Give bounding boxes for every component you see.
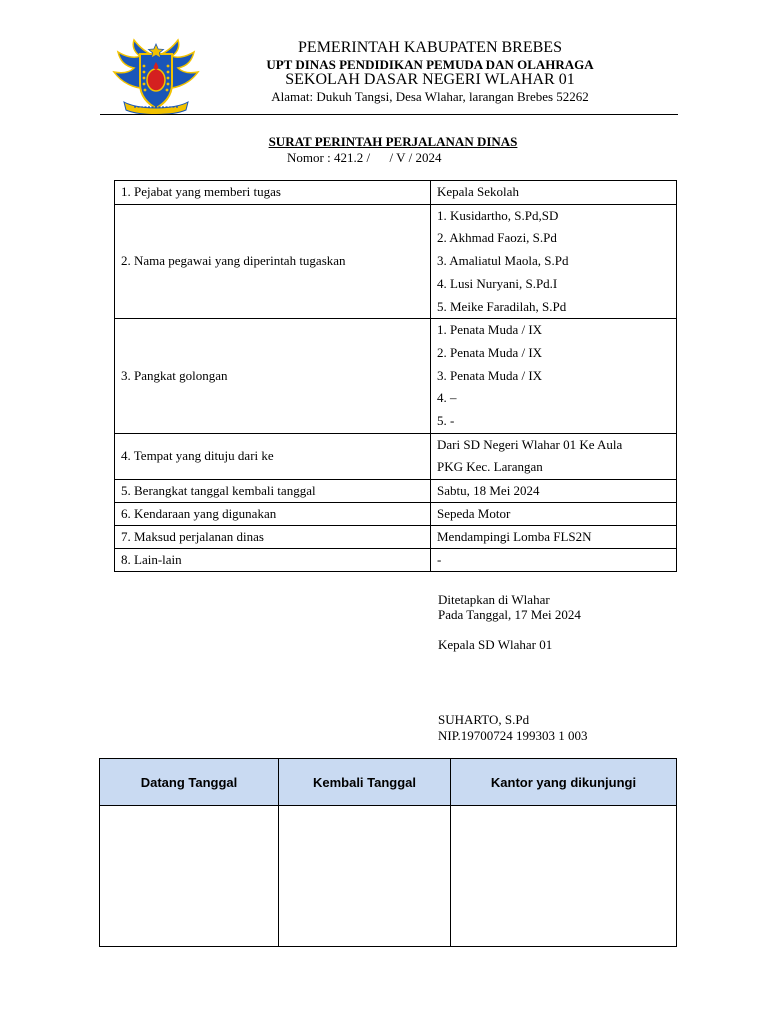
row-label: 8. Lain-lain xyxy=(115,549,431,572)
row-value xyxy=(431,433,677,479)
value-line: Kepala Sekolah xyxy=(437,184,519,199)
employee-name: 4. Lusi Nuryani, S.Pd.I xyxy=(437,275,558,291)
employee-name: 5. Meike Faradilah, S.Pd xyxy=(437,298,567,314)
letterhead-agency: UPT DINAS PENDIDIKAN PEMUDA DAN OLAHRAGA xyxy=(266,57,594,72)
rank-line: 3. Penata Muda / IX xyxy=(437,367,543,383)
letterhead-address: Alamat: Dukuh Tangsi, Desa Wlahar, larangan Brebes 52262 xyxy=(271,89,589,104)
brebes-regency-emblem xyxy=(110,36,202,116)
emblem-red-bulb xyxy=(147,69,165,91)
table-row xyxy=(115,319,677,434)
letterhead-school: SEKOLAH DASAR NEGERI WLAHAR 01 xyxy=(285,71,575,88)
value-line: Dari SD Negeri Wlahar 01 Ke Aula xyxy=(437,436,623,452)
header-arrival-date: Datang Tanggal xyxy=(100,759,279,806)
signatory-nip: NIP.19700724 199303 1 003 xyxy=(438,728,588,743)
row-value xyxy=(431,319,677,434)
return-date-cell xyxy=(279,806,451,947)
value-line: PKG Kec. Larangan xyxy=(437,459,543,475)
employee-name: 1. Kusidartho, S.Pd,SD xyxy=(437,207,559,223)
letterhead-divider xyxy=(100,114,678,115)
table-row xyxy=(115,526,677,549)
assignment-table xyxy=(114,180,677,572)
signatory-name: SUHARTO, S.Pd xyxy=(438,712,530,727)
document-title: SURAT PERINTAH PERJALANAN DINAS xyxy=(268,134,518,149)
arrival-date-cell xyxy=(100,806,279,947)
row-value: Sepeda Motor xyxy=(431,503,677,526)
row-value xyxy=(431,204,677,319)
table-row xyxy=(115,433,677,479)
rank-line: 2. Penata Muda / IX xyxy=(437,344,543,360)
table-row xyxy=(115,480,677,503)
table-row xyxy=(115,181,677,205)
row-label: 1. Pejabat yang memberi tugas xyxy=(115,181,431,205)
rank-line: 1. Penata Muda / IX xyxy=(437,322,543,338)
rank-line: 4. – xyxy=(437,390,457,406)
signature-place: Ditetapkan di Wlahar xyxy=(438,592,550,607)
row-label: 3. Pangkat golongan xyxy=(115,319,431,434)
row-value: - xyxy=(431,549,677,572)
employee-name: 3. Amaliatul Maola, S.Pd xyxy=(437,253,569,269)
row-value xyxy=(431,181,677,205)
document-number: Nomor : 421.2 / / V / 2024 xyxy=(287,150,442,165)
header-return-date: Kembali Tanggal xyxy=(279,759,451,806)
visit-table xyxy=(99,758,677,947)
row-label: 6. Kendaraan yang digunakan xyxy=(115,503,431,526)
table-row xyxy=(115,549,677,572)
visit-table-header xyxy=(100,759,677,806)
table-row xyxy=(115,503,677,526)
row-label: 4. Tempat yang dituju dari ke xyxy=(115,433,431,479)
row-value: Sabtu, 18 Mei 2024 xyxy=(431,480,677,503)
signature-position: Kepala SD Wlahar 01 xyxy=(438,637,553,652)
row-label: 5. Berangkat tanggal kembali tanggal xyxy=(115,480,431,503)
row-value: Mendampingi Lomba FLS2N xyxy=(431,526,677,549)
signature-date: Pada Tanggal, 17 Mei 2024 xyxy=(438,607,581,622)
table-row xyxy=(100,806,677,947)
letterhead-government: PEMERINTAH KABUPATEN BREBES xyxy=(298,39,562,56)
table-row xyxy=(115,204,677,319)
row-label: 2. Nama pegawai yang diperintah tugaskan xyxy=(115,204,431,319)
employee-name: 2. Akhmad Faozi, S.Pd xyxy=(437,230,557,246)
row-label: 7. Maksud perjalanan dinas xyxy=(115,526,431,549)
header-office-visited: Kantor yang dikunjungi xyxy=(451,759,677,806)
office-visited-cell xyxy=(451,806,677,947)
rank-line: 5. - xyxy=(437,413,455,429)
